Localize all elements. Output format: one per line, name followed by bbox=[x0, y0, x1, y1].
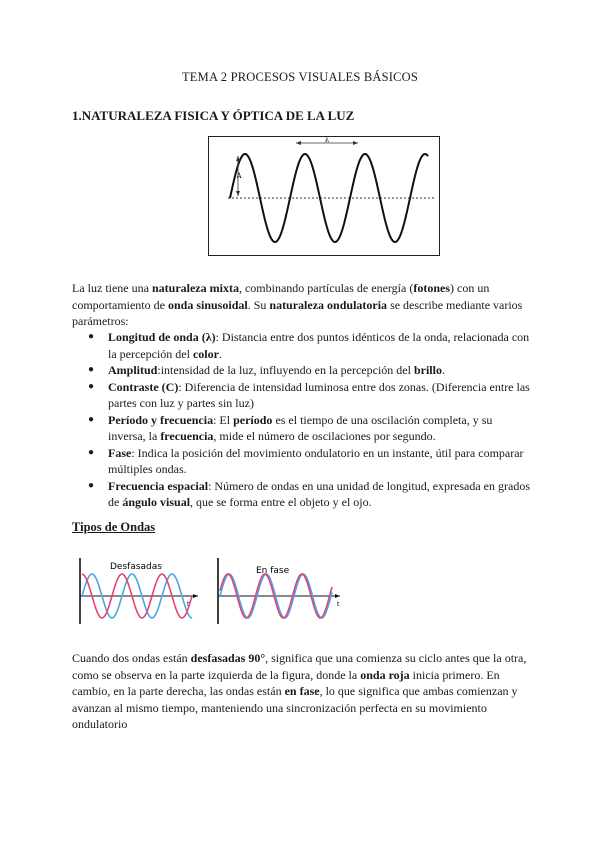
wavelength-arrowhead-left bbox=[296, 141, 301, 145]
list-item-spatial-frequency: ● Frecuencia espacial: Número de ondas en una unidad de longitud, expresada en grados de ángulo visual, que se forma entre el objeto y el ojo. bbox=[88, 478, 531, 509]
amplitude-label: A bbox=[236, 172, 242, 180]
list-item-phase: ● Fase: Indica la posición del movimiento ondulatorio en un instante, útil para comparar múltiples ondas. bbox=[88, 445, 524, 476]
wavelength-arrowhead-right bbox=[353, 141, 358, 145]
in-phase-label: En fase bbox=[256, 566, 290, 576]
amplitude-arrowhead-bottom bbox=[236, 191, 240, 196]
amplitude-arrowhead-top bbox=[236, 156, 240, 161]
right-axis-arrowhead bbox=[335, 594, 340, 598]
parameters-list bbox=[72, 329, 532, 511]
out-of-phase-label: Desfasadas bbox=[110, 562, 162, 572]
left-axis-arrowhead bbox=[193, 594, 198, 598]
page-title: TEMA 2 PROCESOS VISUALES BÁSICOS bbox=[181, 70, 419, 84]
wavelength-label: λ bbox=[324, 136, 330, 144]
list-item-contrast: ● Contraste (C): Diferencia de intensidad luminosa entre dos zonas. (Diferencia entre las partes con luz y partes sin luz) bbox=[88, 379, 530, 410]
closing-paragraph: Cuando dos ondas están desfasadas 90°, significa que una comienza su ciclo antes que la otra, como se observa en la parte izquierda de la figura, donde la onda roja inicia primero. En cambio, en la parte derecha, las ondas están en fase, lo que significa que ambas comienzan y avanzan al mismo tiempo, manteniendo una sincronización perfecta en su movimiento ondulatorio bbox=[72, 651, 527, 731]
intro-paragraph: La luz tiene una naturaleza mixta, combinando partículas de energía (fotones) con un comportamiento de onda sinusoidal. Su naturaleza ondulatoria se describe mediante varios parámetros: bbox=[72, 281, 523, 328]
wave-types-figure bbox=[70, 554, 360, 634]
list-item-amplitude: ● Amplitud:intensidad de la luz, influyendo en la percepción del brillo. bbox=[88, 363, 445, 377]
right-axis-label: t bbox=[337, 601, 340, 608]
list-item-wavelength: ● Longitud de onda (λ): Distancia entre dos puntos idénticos de la onda, relacionada con la percepción del color. bbox=[88, 330, 530, 361]
left-axis-label: t bbox=[187, 601, 190, 608]
out-of-phase-panel bbox=[80, 558, 198, 624]
section-heading: 1.NATURALEZA FISICA Y ÓPTICA DE LA LUZ bbox=[72, 108, 355, 123]
types-heading: Tipos de Ondas bbox=[72, 520, 156, 534]
in-phase-panel bbox=[218, 558, 340, 624]
sine-wave-figure bbox=[208, 136, 440, 256]
list-item-period-frequency: ● Período y frecuencia: El período es el tiempo de una oscilación completa, y su inversa, la frecuencia, mide el número de oscilaciones por segundo. bbox=[88, 412, 493, 443]
